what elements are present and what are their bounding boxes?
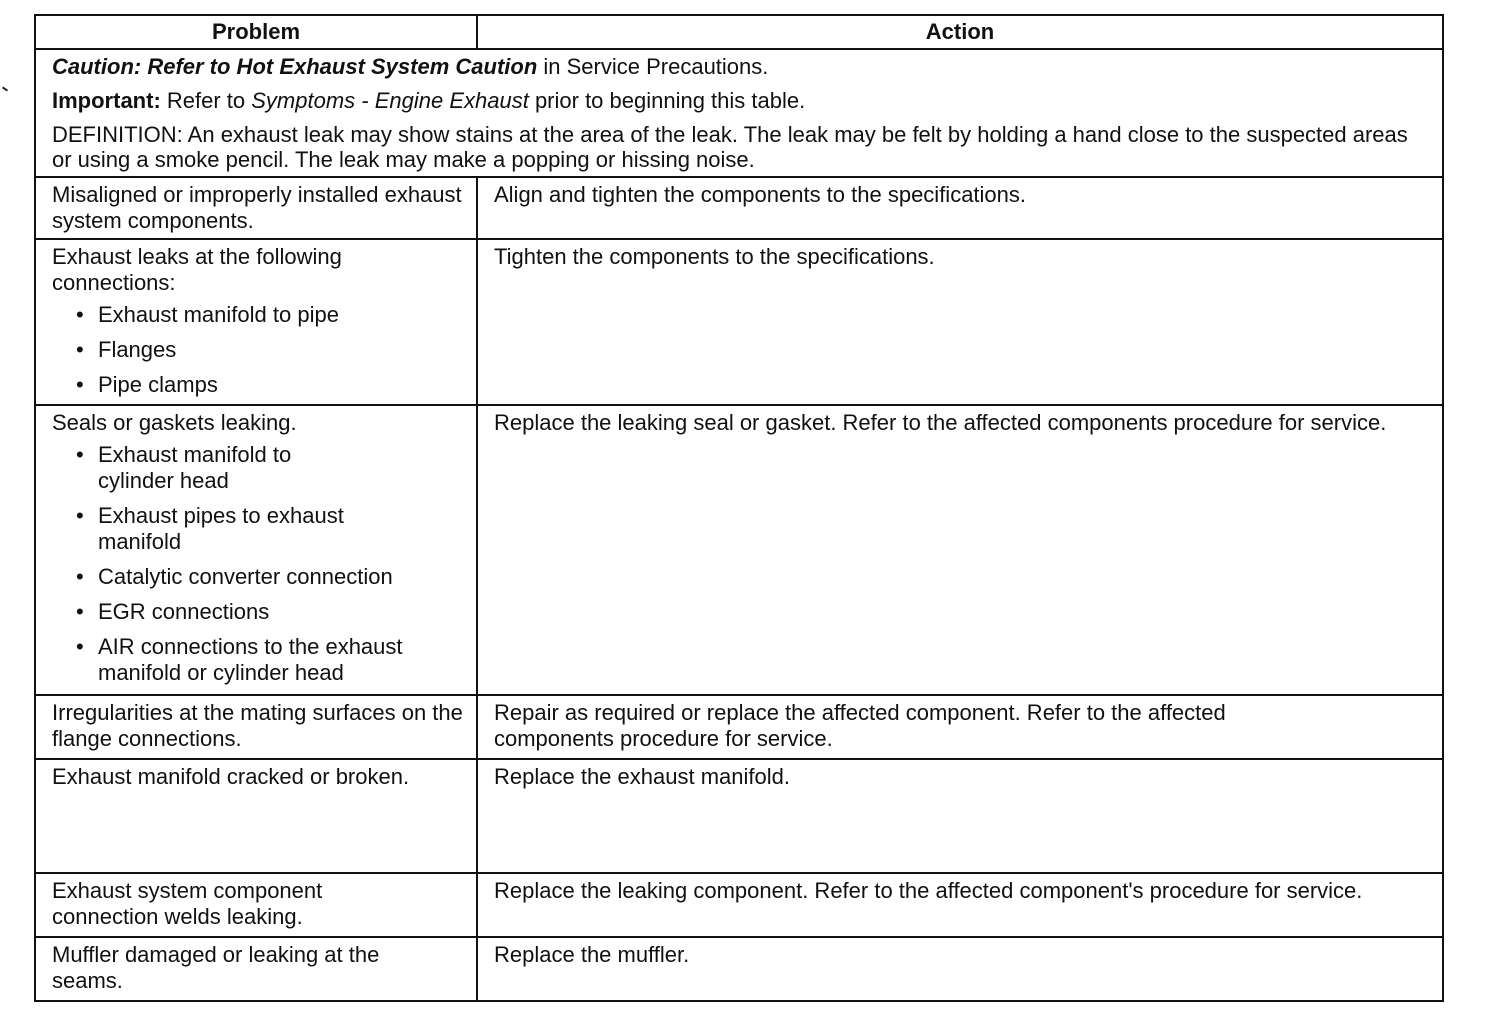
action-text: Replace the muffler.: [494, 942, 690, 967]
action-text: Align and tighten the components to the specifications.: [494, 182, 1027, 207]
problem-cell: [35, 759, 477, 873]
action-text: Tighten the components to the specifications.: [494, 244, 935, 269]
problem-text: Irregularities at the mating surfaces on the flange connections.: [52, 700, 463, 751]
definition-note: DEFINITION: An exhaust leak may show stains at the area of the leak. The leak may be felt by holding a hand close to the suspected areas or using a smoke pencil. The leak may make a popping or hissing noise.: [52, 122, 1408, 172]
action-cell: [477, 405, 1443, 695]
list-item: • Exhaust pipes to exhaust manifold: [98, 503, 362, 555]
list-item: • Catalytic converter connection: [98, 564, 462, 590]
problem-text: Muffler damaged or leaking at the seams.: [52, 942, 380, 993]
action-text: Repair as required or replace the affected component. Refer to the affected components procedure for service.: [494, 700, 1226, 751]
list-item: • AIR connections to the exhaust manifold or cylinder head: [98, 634, 462, 686]
header-row: [35, 15, 1443, 49]
list-item: • Pipe clamps: [98, 372, 462, 398]
table-row: [35, 759, 1443, 873]
table-row: [35, 239, 1443, 405]
problem-text: Seals or gaskets leaking.: [52, 410, 297, 435]
problem-cell: [35, 873, 477, 937]
bullet-list: [52, 302, 462, 398]
notes-row: [35, 49, 1443, 177]
list-item: • Flanges: [98, 337, 462, 363]
important-note: [52, 88, 1428, 114]
table-row: [35, 937, 1443, 1001]
problem-cell: [35, 239, 477, 405]
problem-text: Misaligned or improperly installed exhaust system components.: [52, 182, 462, 233]
important-reference: Symptoms - Engine Exhaust: [251, 88, 529, 113]
important-post: prior to beginning this table.: [528, 88, 806, 113]
problem-text: Exhaust system component connection welds leaking.: [52, 878, 323, 929]
action-header: Action: [477, 15, 1443, 49]
scan-mark: [2, 86, 8, 91]
action-cell: [477, 239, 1443, 405]
action-cell: [477, 873, 1443, 937]
action-text: Replace the leaking component. Refer to the affected component's procedure for service.: [494, 878, 1363, 903]
list-item: • Exhaust manifold to cylinder head: [98, 442, 362, 494]
problem-cell: [35, 937, 477, 1001]
problem-cell: [35, 695, 477, 759]
problem-text: Exhaust leaks at the following connections:: [52, 244, 342, 295]
table-row: [35, 177, 1443, 239]
bullet-list: [52, 442, 462, 686]
table-row: [35, 695, 1443, 759]
problem-cell: [35, 177, 477, 239]
table-row: [35, 405, 1443, 695]
caution-rest: in Service Precautions.: [537, 54, 769, 79]
list-item: • Exhaust manifold to pipe: [98, 302, 462, 328]
caution-title: Caution: Refer to Hot Exhaust System Caution: [52, 54, 538, 79]
action-text: Replace the leaking seal or gasket. Refer to the affected components procedure for service.: [494, 410, 1387, 435]
problem-header: Problem: [35, 15, 477, 49]
important-label: Important:: [52, 88, 161, 113]
action-cell: [477, 695, 1443, 759]
problem-text: Exhaust manifold cracked or broken.: [52, 764, 410, 789]
action-cell: [477, 759, 1443, 873]
action-text: Replace the exhaust manifold.: [494, 764, 790, 789]
caution-note: [52, 54, 1428, 80]
table-row: [35, 873, 1443, 937]
important-pre: Refer to: [160, 88, 252, 113]
action-cell: [477, 937, 1443, 1001]
problem-cell: [35, 405, 477, 695]
action-cell: [477, 177, 1443, 239]
list-item: • EGR connections: [98, 599, 362, 625]
diagnostic-table: [34, 14, 1444, 1002]
notes-cell: [35, 49, 1443, 177]
